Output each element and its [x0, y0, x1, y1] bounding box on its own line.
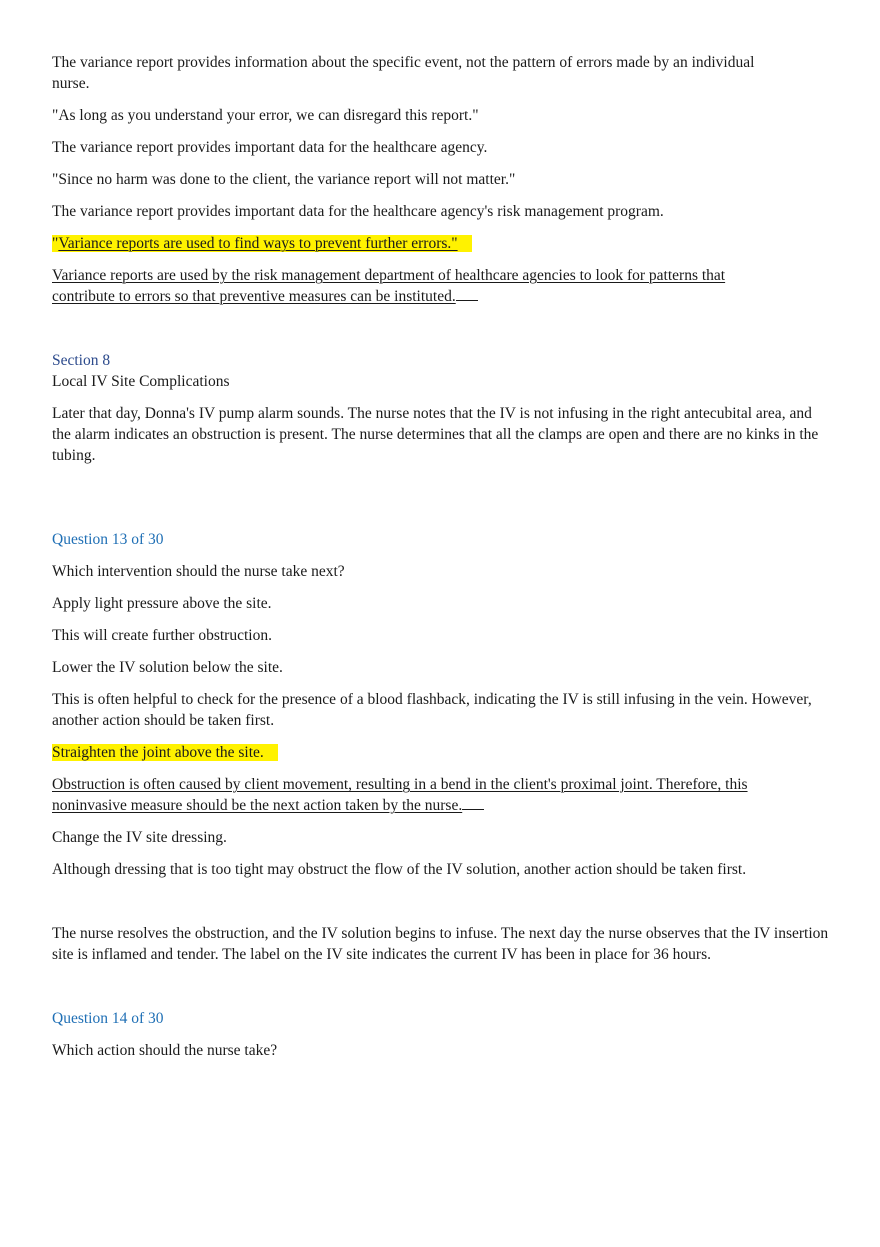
rationale-text: The variance report provides information about the specific event, not the pattern of errors made by an individual nurse.: [52, 54, 755, 92]
question-label: Question 14 of 30: [52, 1010, 164, 1027]
underline-trail: [462, 795, 484, 810]
correct-rationale: [52, 774, 832, 816]
highlight: Straighten the joint above the site.: [52, 744, 278, 761]
rationale-text: The variance report provides important data for the healthcare agency's risk management program.: [52, 203, 664, 220]
underline-trail: [456, 286, 478, 301]
correct-answer-text: Variance reports are used to find ways to prevent further errors.": [58, 235, 458, 252]
question-stem: Which intervention should the nurse take next?: [52, 563, 345, 580]
highlight: [52, 235, 472, 252]
quote-mark: ": [52, 235, 59, 252]
document-page: [52, 52, 832, 1072]
spacer: [52, 318, 832, 350]
rationale-text: This will create further obstruction.: [52, 627, 272, 644]
rationale-text: The variance report provides important data for the healthcare agency.: [52, 139, 488, 156]
rationale-text: Although dressing that is too tight may obstruct the flow of the IV solution, another action should be taken first.: [52, 861, 747, 878]
correct-answer-option: [52, 742, 832, 763]
section-label: Section 8: [52, 352, 111, 369]
scenario-text: Later that day, Donna's IV pump alarm sounds. The nurse notes that the IV is not infusing in the right antecubital area, and the alarm indicates an obstruction is present. The nurse determines that all the clamps are open and there are no kinks in the tubing.: [52, 405, 819, 464]
spacer: [52, 891, 832, 923]
correct-answer-option: [52, 233, 832, 254]
correct-rationale-text: Variance reports are used by the risk management department of healthcare agencies to look for patterns that contribute to errors so that preventive measures can be instituted.: [52, 267, 726, 305]
question-label: Question 13 of 30: [52, 531, 164, 548]
answer-option: Apply light pressure above the site.: [52, 595, 272, 612]
question-stem: Which action should the nurse take?: [52, 1042, 278, 1059]
spacer: [52, 477, 832, 529]
answer-option: "As long as you understand your error, we can disregard this report.": [52, 107, 479, 124]
spacer: [52, 976, 832, 1008]
correct-rationale-text: Obstruction is often caused by client movement, resulting in a bend in the client's proximal joint. Therefore, this noninvasive measure should be the next action taken by the nurse.: [52, 776, 748, 814]
answer-option: Change the IV site dressing.: [52, 829, 227, 846]
rationale-text: This is often helpful to check for the presence of a blood flashback, indicating the IV is still infusing in the vein. However, another action should be taken first.: [52, 691, 812, 729]
answer-option: "Since no harm was done to the client, the variance report will not matter.": [52, 171, 516, 188]
answer-option: Lower the IV solution below the site.: [52, 659, 283, 676]
scenario-text: The nurse resolves the obstruction, and the IV solution begins to infuse. The next day the nurse observes that the IV insertion site is inflamed and tender. The label on the IV site indicates the current IV has been in place for 36 hours.: [52, 925, 829, 963]
section-title: Local IV Site Complications: [52, 373, 230, 390]
correct-rationale: [52, 265, 832, 307]
